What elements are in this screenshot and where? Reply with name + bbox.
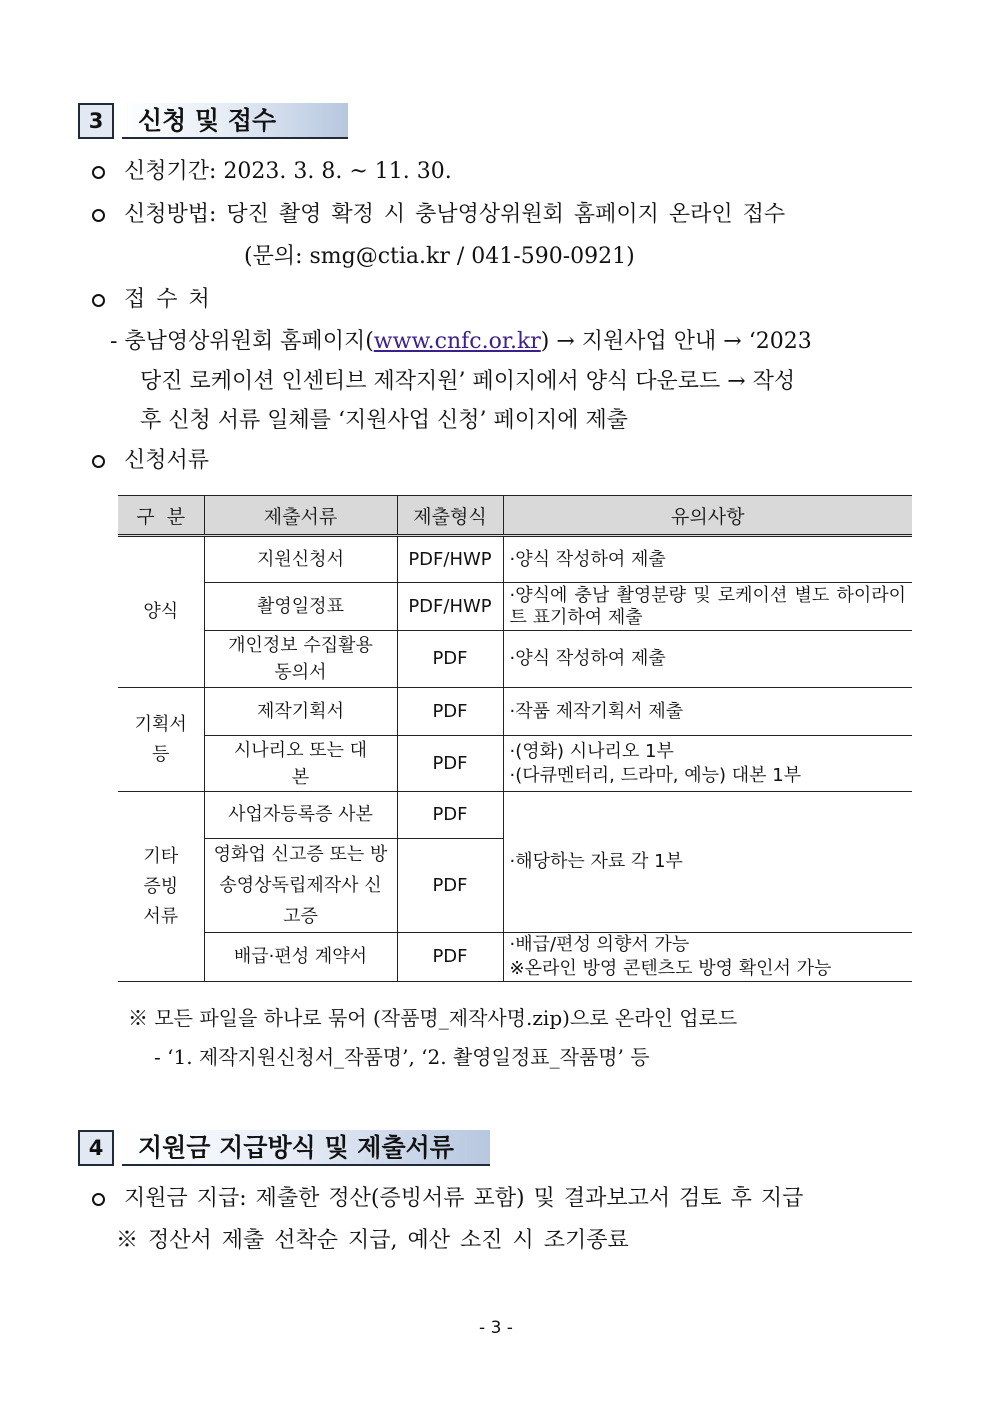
note-cell (503, 736, 912, 792)
table-row (118, 933, 912, 982)
receiver-line-3: 후 신청 서류 일체를 ‘지원사업 신청’ 페이지에 제출 (140, 408, 628, 433)
note-text: ·양식에 충남 촬영분량 및 로케이션 별도 하이라이트 표기하여 제출 (509, 584, 906, 628)
receiver-prefix: - 충남영상위원회 홈페이지( (110, 329, 374, 354)
category-cell: 기타 증빙 서류 (118, 792, 204, 982)
receiver-line-1 (110, 327, 916, 357)
payment-line (124, 1184, 916, 1214)
note-line: ·(영화) 시나리오 1부 (509, 740, 674, 762)
document-cell: 촬영일정표 (204, 583, 397, 631)
document-cell: 지원신청서 (204, 536, 397, 583)
header-notes: 유의사항 (503, 496, 912, 536)
receiver-line-2: 당진 로케이션 인센티브 제작지원’ 페이지에서 양식 다운로드 → 작성 (140, 369, 796, 394)
table-row (118, 583, 912, 631)
note-cell: ·양식 작성하여 제출 (503, 631, 912, 688)
section-3-title: 신청 및 접수 (122, 103, 348, 139)
table-row (118, 631, 912, 688)
section-4-title: 지원금 지급방식 및 제출서류 (122, 1130, 490, 1166)
format-cell: PDF (397, 933, 503, 982)
document-cell: 제작기획서 (204, 688, 397, 736)
note-cell: ·양식 작성하여 제출 (503, 536, 912, 583)
note-cell (503, 583, 912, 631)
page-number: - 3 - (479, 1318, 513, 1338)
header-document: 제출서류 (204, 496, 397, 536)
table-header-row (118, 496, 912, 536)
note-line: ·배급/편성 의향서 가능 (509, 934, 690, 955)
method-value: 당진 촬영 확정 시 충남영상위원회 홈페이지 온라인 접수 (226, 202, 786, 227)
header-format: 제출형식 (397, 496, 503, 536)
receiver-label: 접 수 처 (124, 287, 212, 312)
period-value: 2023. 3. 8. ~ 11. 30. (223, 159, 452, 184)
format-cell: PDF/HWP (397, 583, 503, 631)
document-cell: 개인정보 수집활용 동의서 (204, 631, 397, 688)
upload-note: ※ 모든 파일을 하나로 묶어 (작품명_제작사명.zip)으로 온라인 업로드 (128, 1006, 738, 1030)
format-cell: PDF (397, 688, 503, 736)
format-cell: PDF (397, 792, 503, 839)
table-row (118, 536, 912, 583)
section-3-number: 3 (78, 103, 114, 139)
section-4-number: 4 (78, 1130, 114, 1166)
format-cell: PDF (397, 736, 503, 792)
receiver-suffix: ) → 지원사업 안내 → ‘2023 (540, 329, 812, 354)
homepage-link[interactable]: www.cnfc.or.kr (373, 329, 541, 354)
circle-bullet-icon (92, 455, 105, 468)
shared-note-cell: ·해당하는 자료 각 1부 (503, 792, 912, 933)
payment-value: 제출한 정산(증빙서류 포함) 및 결과보고서 검토 후 지급 (255, 1186, 804, 1211)
circle-bullet-icon (92, 1193, 105, 1206)
circle-bullet-icon (92, 166, 105, 179)
example-note: - ‘1. 제작지원신청서_작품명’, ‘2. 촬영일정표_작품명’ 등 (154, 1045, 650, 1069)
payment-note: ※ 정산서 제출 선착순 지급, 예산 소진 시 조기종료 (116, 1228, 629, 1253)
period-line (124, 157, 452, 187)
table-row (118, 792, 912, 839)
header-category: 구 분 (118, 496, 204, 536)
documents-table (118, 495, 912, 982)
document-cell: 시나리오 또는 대본 (204, 736, 397, 792)
docs-label: 신청서류 (124, 448, 210, 473)
note-line: ·(다큐멘터리, 드라마, 예능) 대본 1부 (509, 764, 802, 786)
category-cell: 기획서 등 (118, 688, 204, 792)
note-line: ※온라인 방영 콘텐츠도 방영 확인서 가능 (509, 958, 832, 979)
method-label: 신청방법: (124, 202, 217, 227)
format-cell: PDF (397, 839, 503, 933)
period-label: 신청기간: (124, 159, 217, 184)
note-cell (503, 933, 912, 982)
format-cell: PDF/HWP (397, 536, 503, 583)
document-cell: 영화업 신고증 또는 방송영상독립제작사 신고증 (204, 839, 397, 933)
payment-label: 지원금 지급: (124, 1186, 247, 1211)
table-row (118, 688, 912, 736)
table-row (118, 736, 912, 792)
method-line (124, 200, 916, 230)
format-cell: PDF (397, 631, 503, 688)
document-cell: 사업자등록증 사본 (204, 792, 397, 839)
circle-bullet-icon (92, 209, 105, 222)
circle-bullet-icon (92, 294, 105, 307)
contact-line: (문의: smg@ctia.kr / 041-590-0921) (244, 244, 635, 269)
document-cell: 배급·편성 계약서 (204, 933, 397, 982)
category-cell: 양식 (118, 536, 204, 688)
note-cell: ·작품 제작기획서 제출 (503, 688, 912, 736)
